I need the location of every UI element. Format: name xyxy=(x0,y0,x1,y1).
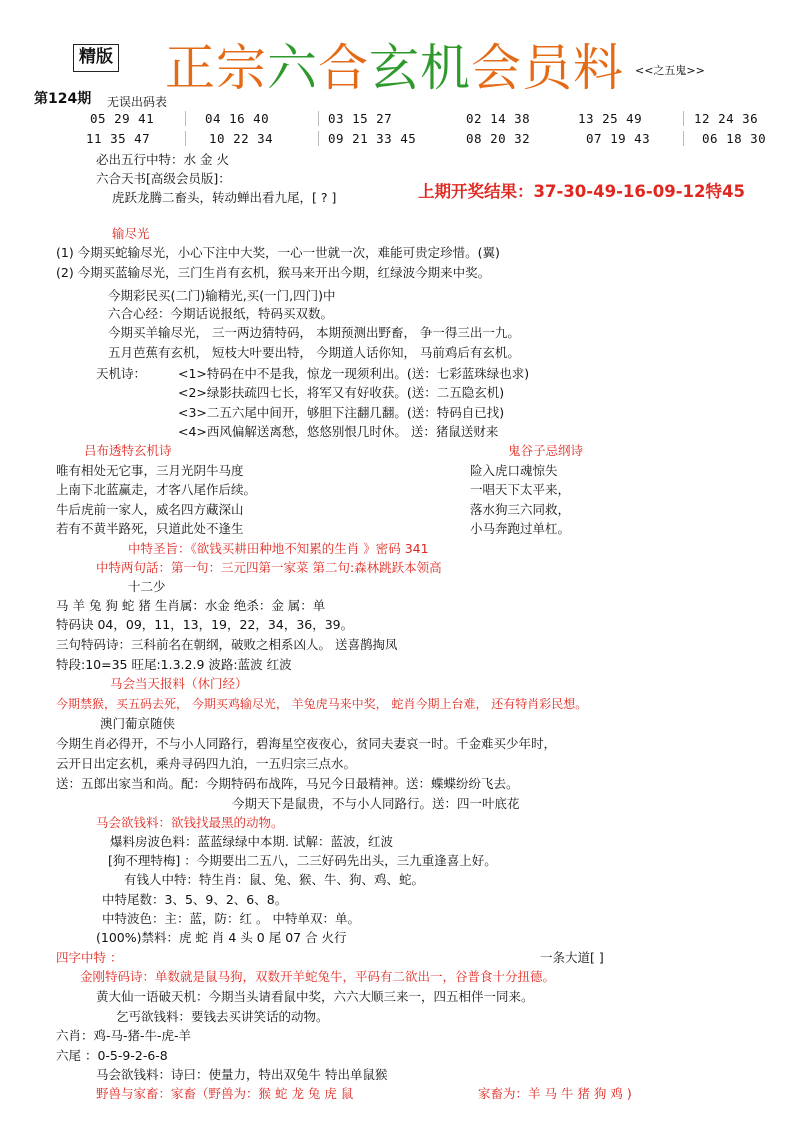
text-line: 上南下北蓝赢走，才客八尾作后续。 xyxy=(56,482,257,497)
divider xyxy=(683,111,684,126)
page-title xyxy=(165,28,624,100)
text-line: 若有不黄半路死，只道此处不逢生 xyxy=(56,521,244,536)
number-cell: 12 24 36 xyxy=(694,111,759,126)
number-table-title: 无误出码表 xyxy=(107,95,168,109)
text-line: (1) 今期买蛇输尽光，小心下注中大奖，一心一世就一次，难能可贵定珍惜。(翼) xyxy=(56,245,500,260)
section-heading: 四字中特 ： xyxy=(56,950,123,965)
text-line: <2>绿影扶疏四七长，将军又有好收获。(送：二五隐玄机) xyxy=(178,385,505,400)
section-heading: 马会欲钱料：欲钱找最黑的动物。 xyxy=(96,815,284,830)
text-line: [狗不理特梅] ：今期要出二五八，二三好码先出头，三九重逢喜上好。 xyxy=(108,853,497,868)
text-line: 小马奔跑过单杠。 xyxy=(470,521,571,536)
text-line: <4>西风偏解送离愁，悠悠别恨几时休。 送：猪鼠送财来 xyxy=(178,424,499,439)
title-char: 料 xyxy=(573,39,624,97)
section-heading: 十二少 xyxy=(128,579,166,594)
title-char: 玄 xyxy=(369,39,420,97)
section-heading: 鬼谷子忌纲诗 xyxy=(508,443,584,458)
title-char: 六 xyxy=(267,39,318,97)
text-line: 今期买羊输尽光， 三一两边猜特码， 本期预测出野畜， 争一得三出一九。 xyxy=(108,325,520,340)
section-heading: 澳门葡京随侠 xyxy=(100,716,176,731)
text-line: 中特尾数：3、5、9、2、6、8。 xyxy=(102,892,288,907)
section-heading: 吕布透特玄机诗 xyxy=(84,443,172,458)
section-heading: 马会当天报料（休门经） xyxy=(110,676,248,691)
text-line: 乞丐欲钱料：要钱去买讲笑话的动物。 xyxy=(116,1009,329,1024)
text-line: 牛后虎前一家人，威名四方藏深山 xyxy=(56,502,244,517)
title-char: 会 xyxy=(471,39,522,97)
text-line: 马 羊 兔 狗 蛇 猪 生肖属：水金 绝杀：金 属：单 xyxy=(56,598,326,613)
text-line: 一条大道[ ] xyxy=(540,950,604,965)
title-char: 机 xyxy=(420,39,471,97)
text-line: 险入虎口魂惊失 xyxy=(470,463,558,478)
text-line: (2) 今期买蓝输尽光，三门生肖有玄机，猴马来开出今期，红绿波今期来中奖。 xyxy=(56,265,491,280)
number-cell: 06 18 30 xyxy=(702,131,767,146)
text-line: 黄大仙一语破天机：今期当头请看鼠中奖，六六大顺三来一，四五相伴一同来。 xyxy=(96,989,534,1004)
text-line: 今期生肖必得开，不与小人同路行，碧海星空夜夜心，贫同夫妻哀一时。千金难买少年时， xyxy=(56,736,557,751)
number-cell: 07 19 43 xyxy=(586,131,651,146)
text-line: 爆料房波色料：蓝蓝绿绿中本期. 试解：蓝波，红波 xyxy=(110,834,393,849)
number-cell: 09 21 33 45 xyxy=(328,131,417,146)
text-line: 唯有相处无它事，三月光阴牛马度 xyxy=(56,463,244,478)
text-line: 必出五行中特：水 金 火 xyxy=(96,152,229,167)
text-line: <1>特码在中不是我，惊龙一现须利出。(送：七彩蓝珠绿也求) xyxy=(178,366,530,381)
text-line: <3>二五六尾中间开，够胆下注翻几翻。(送：特码自已找) xyxy=(178,405,505,420)
section-heading: 输尽光 xyxy=(112,226,150,241)
number-cell: 08 20 32 xyxy=(466,131,531,146)
text-line: 今期彩民买(二门)输精光,买(一门,四门)中 xyxy=(108,288,336,303)
page-subtitle: <<之五鬼>> xyxy=(635,64,705,77)
text-line: 六合天书[高级会员版]： xyxy=(96,171,231,186)
text-line: 虎跃龙腾二畜头，转动蝉出看九尾，[ ? ] xyxy=(112,190,337,205)
divider xyxy=(185,131,186,146)
text-line: 中特圣旨：《欲钱买耕田种地不知累的生肖 》密码 341 xyxy=(128,541,429,556)
text-line: 六合心经：今期话说报纸，特码买双数。 xyxy=(108,306,334,321)
issue-number: 第124期 xyxy=(34,91,92,107)
text-line: 落水狗三六同救， xyxy=(470,502,571,517)
text-line: 金刚特码诗：单数就是鼠马狗，双数开羊蛇兔牛，平码有二欲出一，谷普食十分扭德。 xyxy=(80,969,556,984)
number-cell: 13 25 49 xyxy=(578,111,643,126)
divider xyxy=(683,131,684,146)
text-line: 一唱天下太平来， xyxy=(470,482,571,497)
text-line: 今期禁猴，买五码去死， 今期买鸡输尽光， 羊兔虎马来中奖， 蛇肖今期上台难， 还有特肖彩民想。 xyxy=(56,697,588,711)
last-result: 上期开奖结果：37-30-49-16-09-12特45 xyxy=(418,182,745,201)
text-line: 野兽与家畜：家畜（野兽为：猴 蛇 龙 兔 虎 鼠 xyxy=(96,1086,354,1101)
text-line: 天机诗： xyxy=(96,366,147,381)
text-line: 今期天下是鼠贵，不与小人同路行。送：四一叶底花 xyxy=(232,796,520,811)
title-char: 员 xyxy=(522,39,573,97)
number-cell: 05 29 41 xyxy=(90,111,155,126)
text-line: 马会欲钱料：诗曰：使量力，特出双兔牛 特出单鼠猴 xyxy=(96,1067,388,1082)
number-cell: 04 16 40 xyxy=(205,111,270,126)
edition-badge: 精版 xyxy=(73,44,119,72)
title-char: 合 xyxy=(318,39,369,97)
number-cell: 10 22 34 xyxy=(209,131,274,146)
text-line: 云开日出定玄机，乘舟寻码四九泊，一五归宗三点水。 xyxy=(56,756,357,771)
divider xyxy=(318,111,319,126)
text-line: 家畜为：羊 马 牛 猪 狗 鸡 ) xyxy=(478,1086,632,1101)
text-line: 三句特码诗：三科前名在朝纲，破败之相系凶人。 送喜鹊掏凤 xyxy=(56,637,398,652)
text-line: 中特两句話：第一句：三元四第一家菜 第二句:森林跳跃本领高 xyxy=(96,560,442,575)
divider xyxy=(318,131,319,146)
text-line: 送：五郎出家当和尚。配：今期特码布战阵，马兄今日最精神。送：蝶蝶纷纷飞去。 xyxy=(56,776,519,791)
divider xyxy=(185,111,186,126)
number-cell: 11 35 47 xyxy=(86,131,151,146)
title-char: 正 xyxy=(165,39,216,97)
text-line: 五月芭蕉有玄机， 短枝大叶要出特， 今期道人话你知， 马前鸡后有玄机。 xyxy=(108,345,520,360)
number-cell: 02 14 38 xyxy=(466,111,531,126)
text-line: 中特波色：主：蓝，防：红 。 中特单双：单。 xyxy=(102,911,360,926)
text-line: 特段:10=35 旺尾:1.3.2.9 波路:蓝波 红波 xyxy=(56,657,292,672)
text-line: 特码诀 04，09，11，13，19，22，34，36，39。 xyxy=(56,617,354,632)
text-line: (100%)禁料：虎 蛇 肖 4 头 0 尾 07 合 火行 xyxy=(96,930,347,945)
text-line: 有钱人中特：特生肖：鼠、兔、猴、牛、狗、鸡、蛇。 xyxy=(124,872,425,887)
number-cell: 03 15 27 xyxy=(328,111,393,126)
text-line: 六尾 ：0-5-9-2-6-8 xyxy=(56,1048,168,1063)
text-line: 六肖：鸡-马-猪-牛-虎-羊 xyxy=(56,1028,192,1043)
title-char: 宗 xyxy=(216,39,267,97)
